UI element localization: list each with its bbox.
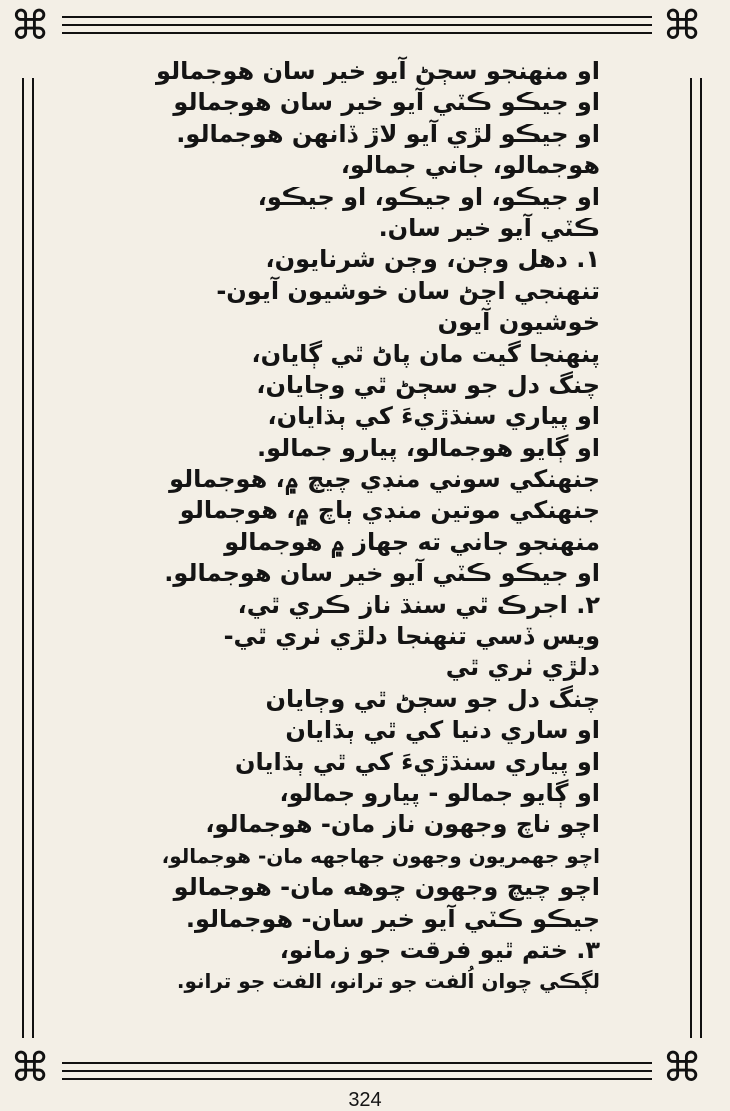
poem-line: تنهنجي اچڻ سان خوشيون آيون-: [216, 276, 600, 305]
corner-ornament-icon: ⌘: [662, 1045, 702, 1091]
poem-line: دلڙي ٺري ٿي: [445, 653, 600, 682]
top-rule: [62, 32, 652, 34]
poem-line: چنگ دل جو سڄڻ ٿي وڄايان،: [256, 370, 600, 399]
poem-line: منهنجو جاني ته جهاز ۾ هوجمالو: [224, 527, 600, 556]
poem-line: او جيڪو، او جيڪو، او جيڪو،: [257, 182, 600, 211]
poem-line: اچو جهمريون وجهون جهاجهه مان- هوجمالو،: [161, 843, 600, 868]
poem-line: هوجمالو، جاني جمالو،: [340, 151, 600, 180]
poem-line: ۳. ختم ٿيو فرقت جو زمانو،: [279, 935, 600, 964]
bottom-rule: [62, 1078, 652, 1080]
corner-ornament-icon: ⌘: [10, 1045, 50, 1091]
poem-line: جنهنکي سوني منڊي چيچ ۾، هوجمالو: [169, 465, 600, 494]
top-rule: [62, 24, 652, 26]
poem-line: جنهنکي موتين منڊي ٻاچ ۾، هوجمالو: [179, 496, 600, 525]
poem-line: اچو چيچ وجهون چوهه مان- هوجمالو: [173, 873, 600, 902]
poem-line: اچو ناچ وجهون ناز مان- هوجمالو،: [205, 810, 600, 839]
poem-line: خوشيون آيون: [437, 308, 600, 337]
corner-ornament-icon: ⌘: [662, 3, 702, 49]
poem-line: چنگ دل جو سڄڻ ٿي وڄايان: [265, 684, 600, 713]
top-rule: [62, 16, 652, 18]
poem-line: او جيڪو لڙي آيو لاڙ ڏانهن هوجمالو.: [176, 119, 600, 148]
poem-line: او ڳايو هوجمالو، پيارو جمالو.: [257, 433, 600, 462]
right-border-rule: [690, 78, 692, 1038]
left-border-rule: [32, 78, 34, 1038]
poem-line: ۲. اجرڪ ٿي سنڌ ناز ڪري ٿي،: [237, 590, 600, 619]
poem-line: او پياري سنڌڙيءَ کي ٻڌايان،: [267, 402, 600, 431]
left-border-rule: [22, 78, 24, 1038]
poem-line: ڪٽي آيو خير سان.: [378, 213, 600, 242]
bottom-rule: [62, 1062, 652, 1064]
poem-line: ويس ڏسي تنهنجا دلڙي ٺري ٿي-: [223, 622, 600, 651]
poem-line: او ڳايو جمالو - پيارو جمالو،: [279, 778, 600, 807]
poem-text: [140, 56, 600, 998]
poem-line: جيڪو ڪٽي آيو خير سان- هوجمالو.: [185, 904, 600, 933]
right-border-rule: [700, 78, 702, 1038]
page-number: 324: [348, 1089, 382, 1111]
bottom-rule: [62, 1070, 652, 1072]
poem-line: او منهنجو سڄڻ آيو خير سان هوجمالو: [156, 57, 600, 85]
poem-line: پنهنجا گيت مان پاڻ ٿي ڳايان،: [251, 339, 600, 368]
poem-line: او جيڪو ڪٽي آيو خير سان هوجمالو.: [164, 559, 600, 588]
poem-line: او جيڪو ڪٽي آيو خير سان هوجمالو: [173, 88, 600, 117]
poem-line: لڳڪي چوان اُلفت جو ترانو، الفت جو ترانو.: [176, 969, 600, 994]
poem-line: ۱. دهل وڄن، وڄن شرنايون،: [265, 245, 600, 274]
corner-ornament-icon: ⌘: [10, 3, 50, 49]
poem-line: او پياري سنڌڙيءَ کي ٿي ٻڌايان: [234, 747, 600, 776]
poem-line: او ساري دنيا کي ٿي ٻڌايان: [285, 716, 600, 745]
